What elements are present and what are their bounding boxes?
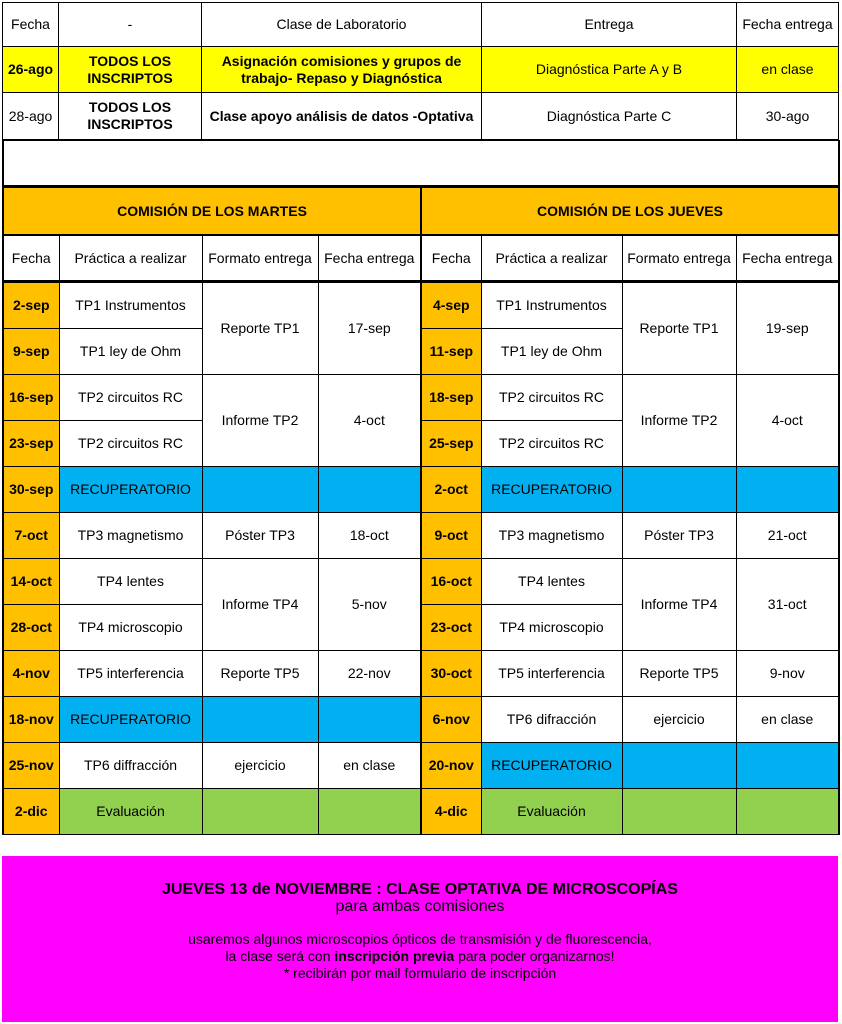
empty-separator-row — [2, 140, 840, 187]
format-cell — [202, 697, 318, 743]
header-fecha: Fecha — [3, 3, 59, 47]
practice-cell: RECUPERATORIO — [59, 467, 202, 513]
date-cell: 20-nov — [421, 743, 481, 789]
jueves-title: COMISIÓN DE LOS JUEVES — [421, 187, 839, 235]
banner-line-1: usaremos algunos microscopios ópticos de transmisión y de fluorescencia, — [188, 931, 652, 947]
banner-line-2-start: la clase será con — [225, 948, 335, 964]
practice-cell: TP2 circuitos RC — [481, 375, 622, 421]
delivery-date-cell: 31-oct — [736, 559, 839, 651]
format-cell: Informe TP4 — [622, 559, 736, 651]
date-cell: 18-nov — [3, 697, 59, 743]
delivery-date-cell — [736, 789, 839, 835]
table-row — [3, 467, 421, 513]
jueves-header-row — [421, 235, 839, 282]
date-cell: 16-sep — [3, 375, 59, 421]
format-cell: Informe TP2 — [202, 375, 318, 467]
date-cell: 11-sep — [421, 329, 481, 375]
header-fecha-entrega: Fecha entrega — [736, 235, 839, 282]
date-cell: 30-oct — [421, 651, 481, 697]
header-fecha: Fecha — [421, 235, 481, 282]
table-row — [421, 743, 839, 789]
jueves-schedule-table — [420, 186, 840, 835]
practice-cell: RECUPERATORIO — [59, 697, 202, 743]
date-cell: 6-nov — [421, 697, 481, 743]
delivery-date-cell: 18-oct — [318, 513, 421, 559]
delivery-cell: Diagnóstica Parte A y B — [482, 47, 737, 93]
header-clase: Clase de Laboratorio — [202, 3, 482, 47]
date-cell: 9-sep — [3, 329, 59, 375]
table-row — [3, 697, 421, 743]
group-cell: TODOS LOS INSCRIPTOS — [59, 93, 202, 140]
format-cell — [622, 467, 736, 513]
jueves-title-row — [421, 187, 839, 235]
delivery-date-cell: 30-ago — [737, 93, 839, 140]
practice-cell: TP1 Instrumentos — [481, 282, 622, 329]
practice-cell: TP2 circuitos RC — [481, 421, 622, 467]
header-formato: Formato entrega — [202, 235, 318, 282]
class-cell: Clase apoyo análisis de datos -Optativa — [202, 93, 482, 140]
table-row — [421, 559, 839, 605]
banner-line-3: * recibirán por mail formulario de inscripción — [283, 965, 557, 981]
format-cell: Reporte TP5 — [622, 651, 736, 697]
date-cell: 23-sep — [3, 421, 59, 467]
table-row — [3, 47, 839, 93]
delivery-date-cell: 19-sep — [736, 282, 839, 375]
format-cell — [202, 789, 318, 835]
microscopy-announcement-banner — [2, 856, 838, 1022]
delivery-date-cell: en clase — [736, 697, 839, 743]
format-cell: ejercicio — [622, 697, 736, 743]
table-row — [3, 375, 421, 421]
practice-cell: TP5 interferencia — [59, 651, 202, 697]
date-cell: 16-oct — [421, 559, 481, 605]
date-cell: 2-sep — [3, 282, 59, 329]
practice-cell: TP1 ley de Ohm — [59, 329, 202, 375]
date-cell: 26-ago — [3, 47, 59, 93]
delivery-date-cell: 4-oct — [318, 375, 421, 467]
format-cell: Póster TP3 — [622, 513, 736, 559]
delivery-date-cell: en clase — [737, 47, 839, 93]
delivery-date-cell — [736, 467, 839, 513]
practice-cell: TP4 microscopio — [481, 605, 622, 651]
date-cell: 18-sep — [421, 375, 481, 421]
date-cell: 23-oct — [421, 605, 481, 651]
date-cell: 28-oct — [3, 605, 59, 651]
format-cell — [202, 467, 318, 513]
format-cell: Póster TP3 — [202, 513, 318, 559]
header-practica: Práctica a realizar — [481, 235, 622, 282]
delivery-cell: Diagnóstica Parte C — [482, 93, 737, 140]
practice-cell: TP5 interferencia — [481, 651, 622, 697]
format-cell — [622, 789, 736, 835]
header-fecha: Fecha — [3, 235, 59, 282]
header-dash: - — [59, 3, 202, 47]
date-cell: 9-oct — [421, 513, 481, 559]
table-row — [421, 513, 839, 559]
delivery-date-cell: 21-oct — [736, 513, 839, 559]
header-formato: Formato entrega — [622, 235, 736, 282]
banner-line-2 — [2, 948, 838, 965]
martes-title: COMISIÓN DE LOS MARTES — [3, 187, 421, 235]
header-entrega: Entrega — [482, 3, 737, 47]
general-schedule-table — [2, 2, 839, 140]
table-row — [421, 697, 839, 743]
banner-subtitle: para ambas comisiones — [335, 898, 505, 915]
table-row — [3, 743, 421, 789]
practice-cell: TP6 difracción — [481, 697, 622, 743]
practice-cell: TP4 lentes — [59, 559, 202, 605]
delivery-date-cell: 9-nov — [736, 651, 839, 697]
date-cell: 2-oct — [421, 467, 481, 513]
banner-title: JUEVES 13 de NOVIEMBRE : CLASE OPTATIVA DE MICROSCOPÍAS — [162, 881, 678, 898]
date-cell: 28-ago — [3, 93, 59, 140]
header-row — [3, 3, 839, 47]
format-cell — [622, 743, 736, 789]
table-row — [421, 375, 839, 421]
table-row — [3, 513, 421, 559]
date-cell: 25-nov — [3, 743, 59, 789]
martes-schedule-table — [2, 186, 422, 835]
table-row — [421, 467, 839, 513]
banner-line-2-end: para poder organizarnos! — [454, 948, 615, 964]
date-cell: 2-dic — [3, 789, 59, 835]
format-cell: ejercicio — [202, 743, 318, 789]
delivery-date-cell: en clase — [318, 743, 421, 789]
delivery-date-cell — [318, 789, 421, 835]
class-cell: Asignación comisiones y grupos de trabajo- Repaso y Diagnóstica — [202, 47, 482, 93]
practice-cell: TP2 circuitos RC — [59, 375, 202, 421]
date-cell: 7-oct — [3, 513, 59, 559]
date-cell: 25-sep — [421, 421, 481, 467]
date-cell: 4-sep — [421, 282, 481, 329]
practice-cell: Evaluación — [59, 789, 202, 835]
delivery-date-cell: 4-oct — [736, 375, 839, 467]
delivery-date-cell — [318, 697, 421, 743]
format-cell: Reporte TP5 — [202, 651, 318, 697]
practice-cell: TP3 magnetismo — [481, 513, 622, 559]
delivery-date-cell: 17-sep — [318, 282, 421, 375]
date-cell: 4-nov — [3, 651, 59, 697]
practice-cell: TP3 magnetismo — [59, 513, 202, 559]
table-row — [421, 282, 839, 329]
date-cell: 14-oct — [3, 559, 59, 605]
practice-cell: TP1 Instrumentos — [59, 282, 202, 329]
format-cell: Reporte TP1 — [622, 282, 736, 375]
date-cell: 4-dic — [421, 789, 481, 835]
practice-cell: TP6 diffracción — [59, 743, 202, 789]
delivery-date-cell — [736, 743, 839, 789]
practice-cell: TP1 ley de Ohm — [481, 329, 622, 375]
practice-cell: TP2 circuitos RC — [59, 421, 202, 467]
banner-line-2-bold: inscripción previa — [334, 948, 455, 964]
table-row — [3, 93, 839, 140]
practice-cell: TP4 lentes — [481, 559, 622, 605]
practice-cell: RECUPERATORIO — [481, 467, 622, 513]
table-row — [3, 282, 421, 329]
delivery-date-cell: 22-nov — [318, 651, 421, 697]
header-fecha-entrega: Fecha entrega — [737, 3, 839, 47]
format-cell: Informe TP2 — [622, 375, 736, 467]
delivery-date-cell — [318, 467, 421, 513]
martes-title-row — [3, 187, 421, 235]
header-practica: Práctica a realizar — [59, 235, 202, 282]
practice-cell: TP4 microscopio — [59, 605, 202, 651]
header-fecha-entrega: Fecha entrega — [318, 235, 421, 282]
table-row — [3, 789, 421, 835]
table-row — [3, 651, 421, 697]
martes-header-row — [3, 235, 421, 282]
practice-cell: RECUPERATORIO — [481, 743, 622, 789]
group-cell: TODOS LOS INSCRIPTOS — [59, 47, 202, 93]
table-row — [421, 651, 839, 697]
delivery-date-cell: 5-nov — [318, 559, 421, 651]
table-row — [3, 559, 421, 605]
format-cell: Reporte TP1 — [202, 282, 318, 375]
practice-cell: Evaluación — [481, 789, 622, 835]
format-cell: Informe TP4 — [202, 559, 318, 651]
table-row — [421, 789, 839, 835]
date-cell: 30-sep — [3, 467, 59, 513]
